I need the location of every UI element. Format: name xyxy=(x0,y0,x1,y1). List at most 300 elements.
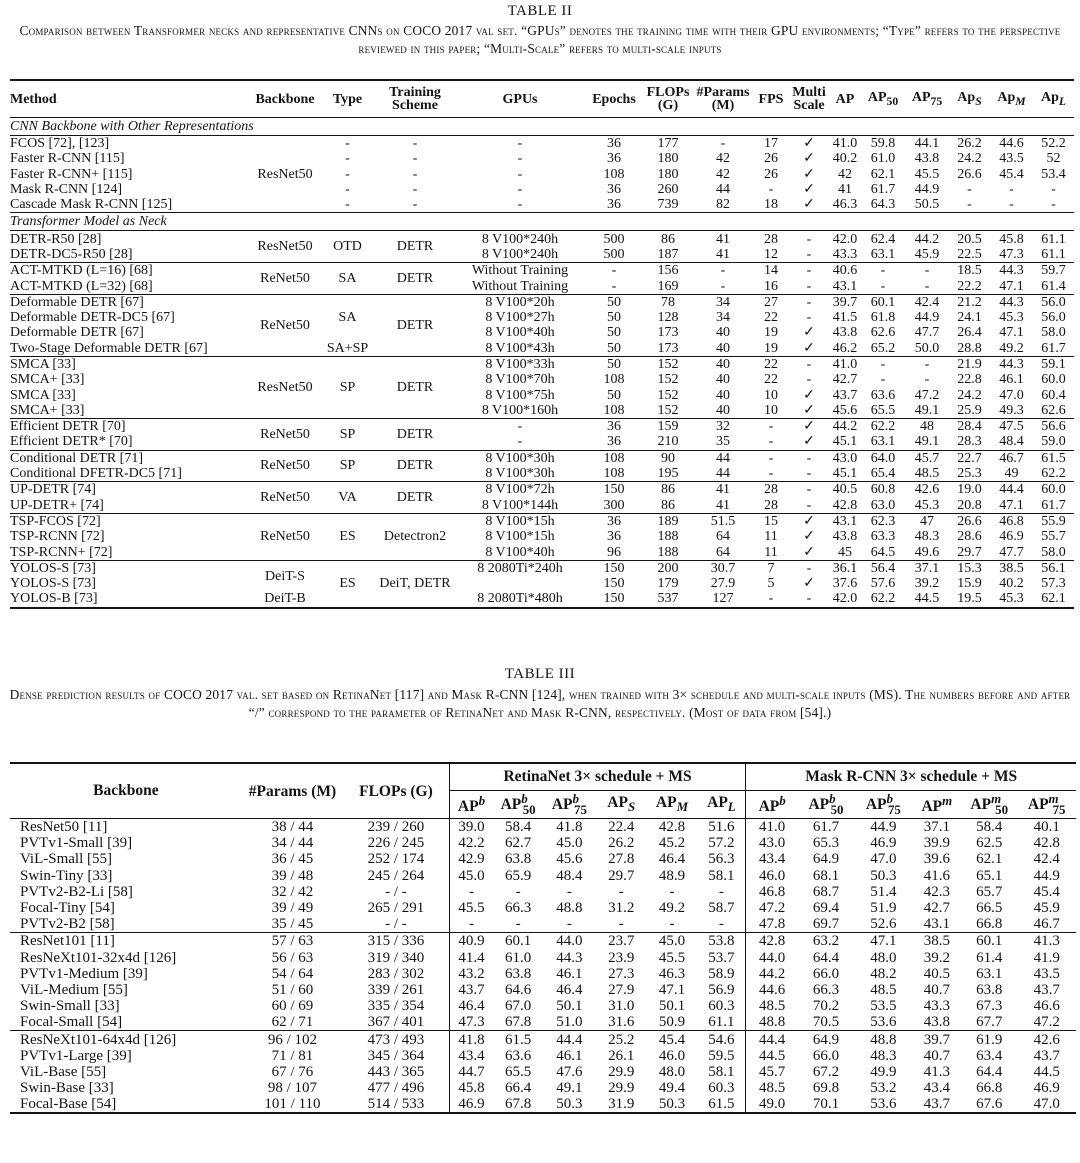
ap75-cell: 45.5 xyxy=(914,166,940,182)
params-cell: 40 xyxy=(693,356,753,372)
header-training-scheme: Training Scheme xyxy=(389,85,441,113)
flops-cell: 265 / 291 xyxy=(367,900,425,917)
table-row xyxy=(10,950,1076,966)
flops-cell: 173 xyxy=(657,325,679,341)
metric-cell: 46.0 xyxy=(746,868,798,884)
scheme-cell: - xyxy=(412,151,418,167)
metric-cell: 49.4 xyxy=(658,1080,686,1097)
ap75-cell: 44.9 xyxy=(914,182,940,198)
metric-cell: 42.3 xyxy=(923,883,950,900)
header-retina-apb75: $AP^b_{75}$ xyxy=(551,791,587,817)
method-cell: YOLOS-B [73] xyxy=(10,591,98,607)
fps-cell: 27 xyxy=(753,294,789,310)
header-method: Method xyxy=(10,91,57,107)
flops-cell: 152 xyxy=(657,402,679,418)
metric-cell: 43.0 xyxy=(746,835,798,851)
metric-cell: 43.1 xyxy=(923,916,950,933)
epochs-cell: 50 xyxy=(607,310,621,326)
apm-cell: - xyxy=(1009,182,1014,198)
metric-cell: 45.9 xyxy=(1033,900,1060,917)
metric-cell: 48.8 xyxy=(854,1031,912,1048)
table-row xyxy=(10,482,1074,498)
gpus-cell: - xyxy=(517,182,523,198)
metric-cell: 46.6 xyxy=(1033,998,1060,1015)
apm-cell: 49 xyxy=(1004,466,1019,482)
method-cell: Deformable DETR-DC5 [67] xyxy=(10,310,175,326)
ap-cell: 44.2 xyxy=(829,419,861,435)
fps-cell: - xyxy=(768,591,774,607)
params-cell: 40 xyxy=(716,325,730,341)
table-row xyxy=(10,513,1074,529)
ap-cell: 42.8 xyxy=(832,497,858,513)
params-cell: 64 xyxy=(716,529,730,545)
metric-cell: 40.5 xyxy=(923,965,950,982)
apl-cell: 55.7 xyxy=(1041,529,1066,545)
apm-cell: 45.3 xyxy=(999,310,1024,326)
table-row xyxy=(10,231,1074,247)
method-cell: DETR-R50 [28] xyxy=(10,231,250,247)
flops-cell: 128 xyxy=(657,310,679,326)
scheme-cell: DETR xyxy=(375,419,455,451)
header-aps: $Ap_S$ xyxy=(957,89,982,108)
metric-cell: 29.7 xyxy=(608,867,635,884)
flops-cell: 739 xyxy=(657,197,679,213)
ap75-cell: 37.1 xyxy=(905,560,949,576)
ms-cell: - xyxy=(789,482,829,498)
epochs-cell: 50 xyxy=(607,387,621,403)
header-params: #Params (M) xyxy=(696,85,750,113)
metric-cell: 61.0 xyxy=(504,949,532,966)
metric-cell: 38.5 xyxy=(913,933,962,950)
metric-cell: 61.7 xyxy=(798,819,854,836)
flops-cell: 180 xyxy=(657,151,679,167)
type-cell: SP xyxy=(320,450,375,482)
metric-cell: 39.0 xyxy=(449,819,493,836)
epochs-cell: 36 xyxy=(607,197,621,213)
epochs-cell: 36 xyxy=(585,136,643,152)
ap75-cell: 44.9 xyxy=(914,310,940,326)
params-cell: 42 xyxy=(716,166,730,182)
params-cell: 34 xyxy=(693,294,753,310)
table-row xyxy=(10,998,1076,1014)
ap-cell: 43.8 xyxy=(832,529,858,545)
metric-cell: 42.2 xyxy=(449,835,493,851)
method-cell: SMCA [33] xyxy=(10,387,76,403)
flops-cell: 179 xyxy=(657,576,679,592)
backbone-cell: ResNet101 [11] xyxy=(10,933,242,950)
ap50-cell: 63.1 xyxy=(870,434,896,450)
fps-cell: - xyxy=(768,182,774,198)
method-cell: UP-DETR+ [74] xyxy=(10,497,104,513)
table-row xyxy=(10,544,1074,560)
ms-cell: - xyxy=(806,246,812,262)
metric-cell: 26.1 xyxy=(608,1047,635,1064)
ap-cell: 43.0 xyxy=(829,450,861,466)
epochs-cell: 96 xyxy=(607,544,621,560)
apm-cell: 45.4 xyxy=(999,166,1024,182)
table-row xyxy=(10,136,1074,152)
gpus-cell: 8 V100*27h xyxy=(485,310,555,326)
metric-cell: 29.9 xyxy=(608,1063,635,1080)
flops-cell: 319 / 340 xyxy=(367,949,425,966)
table2 xyxy=(10,79,1074,609)
ap50-cell: 65.5 xyxy=(870,402,896,418)
ap50-cell: 60.1 xyxy=(861,294,905,310)
metric-cell: 63.1 xyxy=(976,965,1003,982)
metric-cell: 50.3 xyxy=(870,867,897,884)
gpus-cell: 8 V100*33h xyxy=(455,356,585,372)
backbone-cell: DeiT-B xyxy=(264,591,306,607)
metric-cell: 60.1 xyxy=(961,933,1017,950)
apm-cell: 48.4 xyxy=(999,434,1024,450)
metric-cell: 42.4 xyxy=(1033,851,1060,868)
table-row xyxy=(10,325,1074,340)
ap75-cell: 50.0 xyxy=(914,340,940,356)
aps-cell: 22.5 xyxy=(957,246,982,262)
metric-cell: 45.7 xyxy=(746,1064,798,1080)
scheme-cell: - xyxy=(412,166,418,182)
flops-cell: 152 xyxy=(657,372,679,388)
metric-cell: 42.9 xyxy=(449,851,493,867)
apm-cell: 49.2 xyxy=(999,340,1024,356)
header-retina-apl: $AP_L$ xyxy=(707,793,736,815)
metric-cell: 27.9 xyxy=(608,981,635,998)
table3-body xyxy=(10,819,1076,1114)
ap50-cell: 64.5 xyxy=(870,544,896,560)
aps-cell: 21.2 xyxy=(949,294,990,310)
ms-cell: ✓ xyxy=(803,166,815,182)
metric-cell: 57.2 xyxy=(708,835,735,852)
flops-cell: 159 xyxy=(643,419,693,435)
apm-cell: 46.1 xyxy=(999,372,1024,388)
method-cell: SMCA+ [33] xyxy=(10,402,85,418)
fps-cell: - xyxy=(753,450,789,466)
method-cell: Efficient DETR* [70] xyxy=(10,434,133,450)
apm-cell: 44.3 xyxy=(990,294,1033,310)
ap50-cell: 62.3 xyxy=(861,513,905,529)
header-mask-apb50: $AP^b_{50}$ xyxy=(808,791,844,817)
metric-cell: 44.9 xyxy=(1033,867,1060,884)
metric-cell: 41.6 xyxy=(923,867,950,884)
metric-cell: 41.9 xyxy=(1033,949,1060,966)
ap50-cell: 61.8 xyxy=(870,310,896,326)
epochs-cell: 500 xyxy=(603,246,625,262)
metric-cell: - xyxy=(515,916,521,933)
metric-cell: 64.9 xyxy=(812,851,840,868)
ap50-cell: 56.4 xyxy=(861,560,905,576)
ap-cell: 45.1 xyxy=(832,466,858,482)
apm-cell: 49.3 xyxy=(999,402,1024,418)
ap-cell: 40.2 xyxy=(832,151,858,167)
apl-cell: 58.0 xyxy=(1041,544,1066,560)
method-cell: Two-Stage Deformable DETR [67] xyxy=(10,340,208,356)
metric-cell: 40.1 xyxy=(1017,819,1076,836)
metric-cell: 49.9 xyxy=(870,1063,897,1080)
header-backbone: Backbone xyxy=(93,782,159,799)
table3-caption: Dense prediction results of COCO 2017 val. set based on RetinaNet [117] and Mask R-CNN [124], when trained with 3× schedule and multi-scale inputs (MS). The numbers before and after “/” correspond to the parameter of RetinaNet and Mask R-CNN, respectively. (Most of data from [54].) xyxy=(9,687,1071,720)
gpus-cell: Without Training xyxy=(471,278,569,294)
aps-cell: 15.3 xyxy=(949,560,990,576)
params-cell: 44 xyxy=(693,450,753,466)
metric-cell: 67.8 xyxy=(504,1096,532,1113)
ap75-cell: 39.2 xyxy=(914,576,940,592)
type-cell: ES xyxy=(320,513,375,560)
metric-cell: 61.5 xyxy=(708,1096,735,1113)
metric-cell: 60.3 xyxy=(708,1080,735,1097)
metric-cell: 46.9 xyxy=(449,1096,493,1113)
gpus-cell: - xyxy=(517,151,523,167)
metric-cell: 44.6 xyxy=(746,982,798,998)
table-row xyxy=(10,529,1074,544)
metric-cell: - xyxy=(618,916,624,933)
ap50-cell: 65.2 xyxy=(870,340,896,356)
apm-cell: 46.7 xyxy=(990,450,1033,466)
params-cell: 35 / 45 xyxy=(271,916,314,933)
metric-cell: 45.0 xyxy=(449,868,493,884)
metric-cell: 69.8 xyxy=(812,1080,840,1097)
metric-cell: 47.1 xyxy=(854,933,912,950)
metric-cell: 51.9 xyxy=(870,900,897,917)
type-cell: VA xyxy=(320,482,375,514)
flops-cell: 514 / 533 xyxy=(367,1096,425,1113)
params-cell: 44 xyxy=(716,182,730,198)
header-retina-aps: $AP_S$ xyxy=(607,793,636,815)
metric-cell: 50.3 xyxy=(658,1096,686,1113)
metric-cell: 50.1 xyxy=(556,998,583,1015)
flops-cell: 315 / 336 xyxy=(343,933,449,950)
gpus-cell: 8 2080Ti*480h xyxy=(477,591,563,607)
type-cell: ES xyxy=(320,560,375,607)
apm-cell: 45.8 xyxy=(990,231,1033,247)
table-row xyxy=(10,1014,1076,1031)
header-flops: FLOPs (G) xyxy=(359,782,433,800)
type-cell: SA xyxy=(320,263,375,295)
metric-cell: 47.3 xyxy=(449,1014,493,1031)
epochs-cell: 36 xyxy=(607,182,621,198)
apl-cell: 60.0 xyxy=(1041,372,1066,388)
ap75-cell: - xyxy=(905,263,949,279)
ms-cell: ✓ xyxy=(789,136,829,152)
method-cell: Efficient DETR [70] xyxy=(10,419,250,435)
metric-cell: 66.5 xyxy=(976,900,1003,917)
header-params: #Params (M) xyxy=(248,782,337,800)
apl-cell: 59.7 xyxy=(1033,263,1074,279)
params-cell: 51 / 60 xyxy=(271,981,314,998)
table-row xyxy=(10,466,1074,482)
metric-cell: 45.0 xyxy=(647,933,698,950)
apm-cell: 47.1 xyxy=(999,278,1024,294)
type-cell: SP xyxy=(320,356,375,418)
ap50-cell: 62.4 xyxy=(861,231,905,247)
epochs-cell: 108 xyxy=(603,466,625,482)
ms-cell: ✓ xyxy=(803,544,815,560)
table-row xyxy=(10,966,1076,982)
ap50-cell: 63.1 xyxy=(870,246,896,262)
metric-cell: - xyxy=(566,916,572,933)
metric-cell: 27.3 xyxy=(608,965,635,982)
method-cell: ACT-MTKD (L=16) [68] xyxy=(10,263,250,279)
metric-cell: 62.5 xyxy=(976,835,1003,852)
apl-cell: 61.7 xyxy=(1041,340,1066,356)
fps-cell: 5 xyxy=(767,576,775,592)
metric-cell: 43.4 xyxy=(923,1080,950,1097)
metric-cell: 64.9 xyxy=(798,1031,854,1048)
ap-cell: 41.5 xyxy=(832,310,858,326)
header-apm: $Ap_M$ xyxy=(997,89,1026,108)
metric-cell: 46.4 xyxy=(449,998,493,1014)
ms-cell: ✓ xyxy=(803,151,815,167)
backbone-cell: DeiT-S xyxy=(250,560,320,591)
epochs-cell: 108 xyxy=(603,166,625,182)
metric-cell: 47.2 xyxy=(1033,1014,1060,1031)
epochs-cell: 50 xyxy=(607,340,621,356)
metric-cell: 47.0 xyxy=(1033,1096,1060,1113)
aps-cell: 20.8 xyxy=(957,497,982,513)
params-cell: 57 / 63 xyxy=(242,933,344,950)
backbone-cell: ViL-Medium [55] xyxy=(20,981,128,998)
header-mask-apm75: $AP^m_{75}$ xyxy=(1027,791,1066,817)
metric-cell: 51.0 xyxy=(556,1014,583,1031)
ap-cell: 36.1 xyxy=(829,560,861,576)
header-fps: FPS xyxy=(758,91,784,107)
scheme-cell: DETR xyxy=(375,356,455,418)
table-row xyxy=(10,1096,1076,1113)
metric-cell: 48.4 xyxy=(556,867,583,884)
ap-cell: 37.6 xyxy=(832,576,858,592)
ms-cell: ✓ xyxy=(803,387,815,403)
ap75-cell: 47 xyxy=(905,513,949,529)
metric-cell: 48.0 xyxy=(870,949,897,966)
fps-cell: 7 xyxy=(753,560,789,576)
fps-cell: 11 xyxy=(764,529,778,545)
metric-cell: 53.8 xyxy=(697,933,746,950)
metric-cell: 43.7 xyxy=(923,1096,950,1113)
gpus-cell: 8 V100*240h xyxy=(481,246,559,262)
flops-cell: 245 / 264 xyxy=(367,867,425,884)
metric-cell: 56.3 xyxy=(708,851,735,868)
type-cell: - xyxy=(345,197,350,213)
ap-cell: 42.0 xyxy=(829,231,861,247)
params-cell: 35 xyxy=(716,434,730,450)
gpus-cell: - xyxy=(517,434,523,450)
table-row xyxy=(10,1031,1076,1048)
metric-cell: 45.2 xyxy=(658,835,686,852)
fps-cell: 17 xyxy=(753,136,789,152)
method-cell: ACT-MTKD (L=32) [68] xyxy=(10,278,153,294)
metric-cell: 45.5 xyxy=(658,949,686,966)
ms-cell: ✓ xyxy=(803,340,815,356)
metric-cell: 41.4 xyxy=(449,950,493,966)
metric-cell: 65.7 xyxy=(976,883,1003,900)
params-cell: 60 / 69 xyxy=(271,998,314,1015)
apm-cell: 38.5 xyxy=(990,560,1033,576)
ap50-cell: - xyxy=(880,278,886,294)
metric-cell: 50.1 xyxy=(658,998,686,1015)
metric-cell: 49.1 xyxy=(556,1080,583,1097)
gpus-cell: - xyxy=(455,419,585,435)
fps-cell: - xyxy=(768,434,774,450)
metric-cell: 48.5 xyxy=(746,1080,798,1096)
ap75-cell: 49.1 xyxy=(914,402,940,418)
ap50-cell: - xyxy=(861,263,905,279)
epochs-cell: - xyxy=(611,278,617,294)
ms-cell: - xyxy=(789,450,829,466)
apm-cell: 46.8 xyxy=(990,513,1033,529)
apl-cell: 61.1 xyxy=(1033,231,1074,247)
params-cell: 62 / 71 xyxy=(271,1014,314,1031)
metric-cell: 31.9 xyxy=(608,1096,635,1113)
scheme-cell: DETR xyxy=(375,263,455,295)
metric-cell: 43.7 xyxy=(1033,981,1060,998)
gpus-cell: 8 V100*240h xyxy=(455,231,585,247)
type-cell: - xyxy=(345,151,350,167)
scheme-cell: DETR xyxy=(375,482,455,514)
aps-cell: 29.7 xyxy=(957,544,982,560)
apm-cell: 47.1 xyxy=(999,325,1024,341)
aps-cell: 24.2 xyxy=(957,387,982,403)
header-ap75: $AP_{75}$ xyxy=(911,89,943,108)
metric-cell: - xyxy=(669,883,675,900)
header-mask-apb: $AP^b$ xyxy=(746,791,798,819)
header-type: Type xyxy=(332,91,363,107)
apl-cell: 52.2 xyxy=(1033,136,1074,152)
table-row xyxy=(10,835,1076,851)
header-apl: $Ap_L$ xyxy=(1040,89,1067,108)
metric-cell: 44.0 xyxy=(746,950,798,966)
apl-cell: 53.4 xyxy=(1041,166,1066,182)
table-row xyxy=(10,263,1074,279)
metric-cell: 48.8 xyxy=(746,1014,798,1031)
flops-cell: 226 / 245 xyxy=(367,835,425,852)
fps-cell: 26 xyxy=(764,151,778,167)
metric-cell: 27.8 xyxy=(608,851,635,868)
ap-cell: 39.7 xyxy=(829,294,861,310)
aps-cell: 28.6 xyxy=(957,529,982,545)
apl-cell: 61.4 xyxy=(1041,278,1066,294)
metric-cell: 65.9 xyxy=(504,867,532,884)
table2-caption: Comparison between Transformer necks and representative CNNs on COCO 2017 val set. “GPUs” denotes the training time with their GPU environments; “Type” refers to the perspective reviewed in this paper; “Multi-Scale” refers to multi-scale inputs xyxy=(19,23,1061,56)
backbone-cell: ReNet50 xyxy=(250,482,320,514)
metric-cell: 58.7 xyxy=(708,900,735,917)
table-row xyxy=(10,372,1074,387)
metric-cell: 53.6 xyxy=(870,1014,897,1031)
params-cell: 41 xyxy=(716,246,730,262)
ap75-cell: 44.5 xyxy=(914,591,940,607)
metric-cell: 63.8 xyxy=(504,965,532,982)
aps-cell: 19.5 xyxy=(957,591,982,607)
fps-cell: 11 xyxy=(764,544,778,560)
method-cell: SMCA+ [33] xyxy=(10,372,85,388)
metric-cell: 66.8 xyxy=(976,1080,1003,1097)
table-row xyxy=(10,197,1074,213)
metric-cell: 64.4 xyxy=(812,949,840,966)
table-row xyxy=(10,278,1074,294)
backbone-cell: ViL-Base [55] xyxy=(20,1063,107,1080)
ap-cell: 40.6 xyxy=(829,263,861,279)
gpus-cell: 8 V100*40h xyxy=(485,544,555,560)
metric-cell: 66.3 xyxy=(812,981,840,998)
ms-cell: - xyxy=(806,278,812,294)
backbone-cell: PVTv1-Small [39] xyxy=(20,835,133,852)
aps-cell: 24.1 xyxy=(957,310,982,326)
params-cell: 42 xyxy=(716,151,730,167)
table-row xyxy=(10,884,1076,900)
gpus-cell: 8 V100*30h xyxy=(485,466,555,482)
gpus-cell: 8 V100*43h xyxy=(485,340,555,356)
table-row xyxy=(10,403,1074,419)
metric-cell: - xyxy=(449,916,493,933)
ap50-cell: 63.0 xyxy=(870,497,896,513)
